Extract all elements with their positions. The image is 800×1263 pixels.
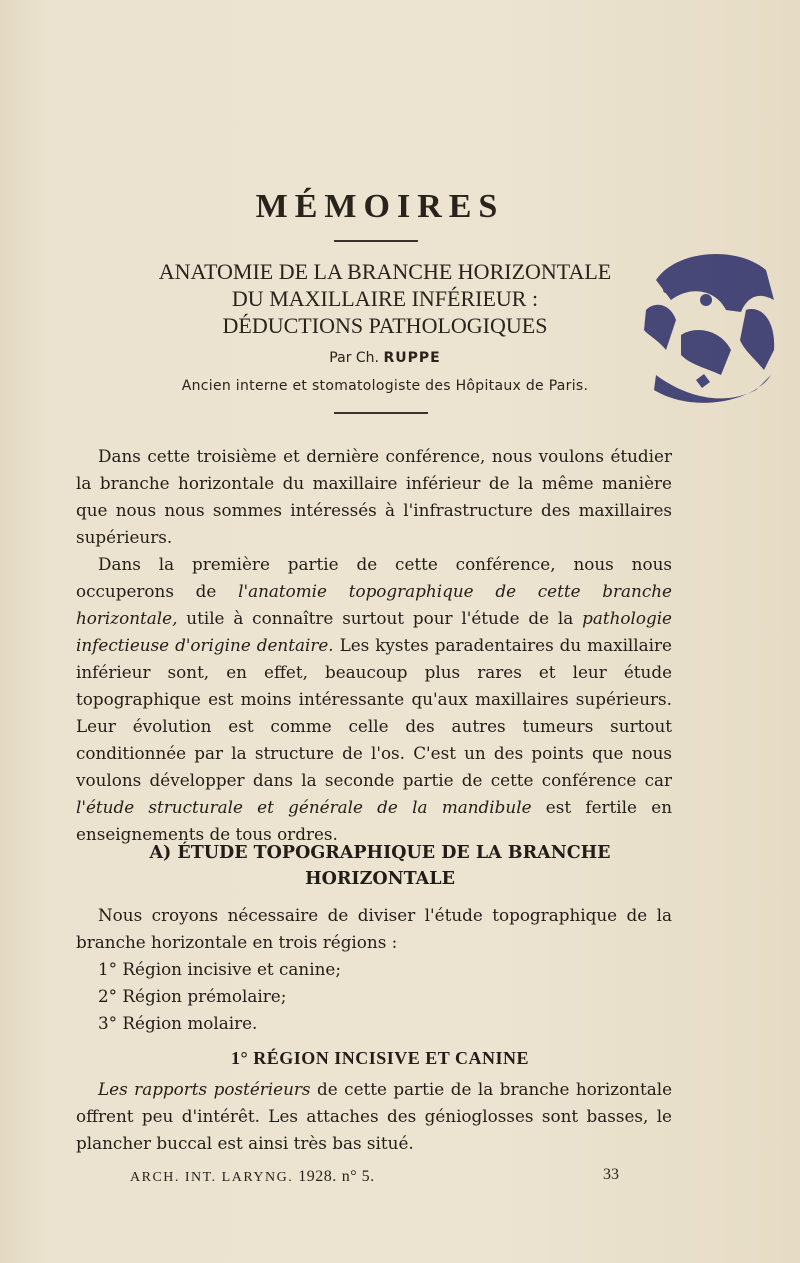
journal-issue: n° 5. — [341, 1168, 375, 1185]
paragraph-2-text-c: Les kystes paradentaires du maxillaire inférieur sont, en effet, beaucoup plus rares et leur étude topographique est moins intéressante qu'aux maxillaires supérieurs. Leur évolution est comme celle des autres tumeurs surtout conditionnée par la structure de l'os. C'est un des points que nous voulons développer dans la seconde partie de cette conférence car — [76, 635, 672, 790]
page-title: MÉMOIRES — [255, 188, 505, 225]
paragraph-2-text-b: utile à connaître surtout pour l'étude de la — [177, 608, 583, 628]
author-rule — [334, 412, 428, 414]
paragraph-2-italic-1: l'anatomie topographique de cette branche horizontale, — [76, 581, 672, 628]
journal-year: 1928. — [298, 1168, 337, 1185]
paragraph-2-italic-2: pathologie infectieuse d'origine dentaire. — [76, 608, 672, 655]
paragraph-1: Dans cette troisième et dernière conférence, nous voulons étudier la branche horizontale du maxillaire inférieur de la même manière que nous nous sommes intéressés à l'infrastructure des maxillaires supérieurs. — [76, 446, 672, 547]
article-title-line-3: DÉDUCTIONS PATHOLOGIQUES — [222, 313, 548, 338]
title-rule — [334, 240, 418, 242]
paragraph-2 — [76, 551, 672, 848]
last-paragraph-text: de cette partie de la branche horizontale offrent peu d'intérêt. Les attaches des génioglosses sont basses, le plancher buccal est ainsi très bas situé. — [76, 1079, 672, 1153]
section-heading-line-2: HORIZONTALE — [305, 869, 455, 889]
journal-reference — [130, 1168, 375, 1186]
journal-name: ARCH. INT. LARYNG. — [130, 1170, 294, 1185]
list-item: 1° Région incisive et canine; — [98, 959, 341, 979]
paragraph-2-text-a: Dans la première partie de cette conférence, nous nous occuperons de — [76, 554, 672, 601]
author-prefix: Par Ch. — [329, 350, 379, 366]
paragraph-2-italic-3: l'étude structurale et générale de la mandibule — [76, 797, 532, 817]
article-title — [100, 258, 670, 339]
library-stamp-icon — [636, 240, 784, 422]
section-heading-line-1: A) ÉTUDE TOPOGRAPHIQUE DE LA BRANCHE — [149, 843, 611, 863]
author-affiliation: Ancien interne et stomatologiste des Hôpitaux de Paris. — [181, 378, 589, 394]
intro-paragraphs — [76, 443, 672, 848]
author-name: RUPPE — [383, 350, 441, 366]
author-line — [100, 350, 670, 366]
article-title-line-1: ANATOMIE DE LA BRANCHE HORIZONTALE — [158, 259, 612, 284]
last-paragraph-italic: Les rapports postérieurs — [98, 1079, 311, 1099]
page-number: 33 — [603, 1166, 619, 1183]
regions-list — [76, 902, 672, 1037]
list-item: 2° Région prémolaire; — [98, 986, 287, 1006]
list-intro: Nous croyons nécessaire de diviser l'étude topographique de la branche horizontale en trois régions : — [76, 905, 672, 952]
list-item: 3° Région molaire. — [98, 1013, 258, 1033]
subsection-heading: 1° RÉGION INCISIVE ET CANINE — [231, 1048, 529, 1068]
section-heading-a — [100, 840, 660, 892]
paragraph-2-text-d: est fertile en enseignements de tous ordres. — [76, 797, 672, 844]
last-paragraph — [76, 1076, 672, 1157]
article-title-line-2: DU MAXILLAIRE INFÉRIEUR : — [231, 286, 539, 311]
